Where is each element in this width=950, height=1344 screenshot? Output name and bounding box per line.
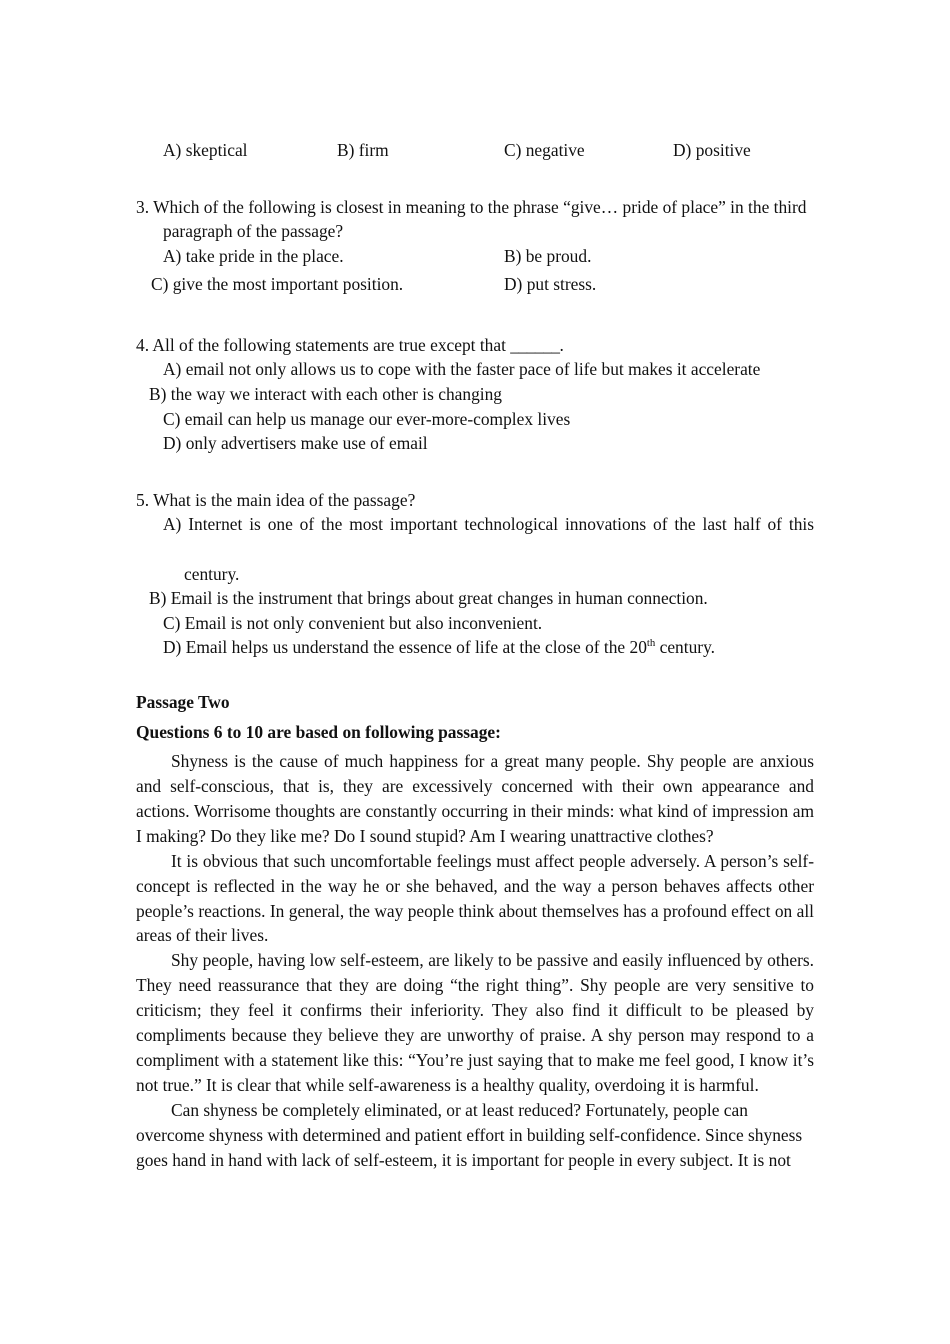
passage-paragraph: Shyness is the cause of much happiness for a great many people. Shy people are anxious and self-conscious, that is, they are excessively concerned with their own appearance and actions. Worrisome thoughts are constantly occurring in their minds: what kind of impression am I making? Do they like me? Do I sound stupid? Am I wearing unattractive clothes?	[136, 751, 814, 846]
question4-stem	[136, 333, 814, 358]
passage-two-section	[136, 690, 814, 1173]
question3-option-a: A) take pride in the place.	[163, 245, 344, 266]
question2-options-row	[136, 138, 814, 163]
question3-stem-line1: 3. Which of the following is closest in meaning to the phrase “give… pride of place” in the third	[136, 196, 807, 217]
question5-option-d-suffix: century.	[655, 637, 715, 658]
question3-option-b: B) be proud.	[504, 245, 592, 266]
question4-stem-prefix: 4. All of the following statements are true except that	[136, 334, 511, 355]
question4-option-b: B) the way we interact with each other is changing	[149, 383, 503, 404]
spacer	[136, 660, 814, 690]
passage-paragraph: Shy people, having low self-esteem, are likely to be passive and easily influenced by others. They need reassurance that they are doing “the right thing”. Shy people are very sensitive to criticism; they feel it confirms their inferiority. They also find it difficult to be pleased by compliments because they believe they are unworthy of praise. A shy person may respond to a compliment with a statement like this: “You’re just saying that to make me feel good, I know it’s not true.” It is clear that while self-awareness is a healthy quality, overdoing it is harmful.	[136, 950, 814, 1095]
question4-stem-suffix: .	[559, 334, 564, 355]
passage-paragraph: Can shyness be completely eliminated, or at least reduced? Fortunately, people can overcome shyness with determined and patient effort in building self-confidence. Since shyness goes hand in hand with lack of self-esteem, it is important for people in every subject. It is not	[136, 1099, 803, 1170]
spacer	[136, 301, 814, 333]
passage-two-title: Passage Two	[136, 691, 230, 712]
question2-option-b: B) firm	[337, 140, 389, 160]
question2-option-a: A) skeptical	[163, 140, 248, 160]
document-page	[136, 138, 814, 1173]
spacer	[136, 163, 814, 195]
question4-option-a: A) email not only allows us to cope with the faster pace of life but makes it accelerate	[163, 359, 761, 380]
question5-option-a-line2: century.	[184, 563, 240, 584]
question3-options-row-2	[136, 272, 814, 301]
question5-option-d	[136, 635, 814, 660]
spacer	[136, 456, 814, 488]
question4-option-d: D) only advertisers make use of email	[163, 433, 428, 454]
question4-option-c: C) email can help us manage our ever-more-complex lives	[163, 408, 571, 429]
question5-stem: 5. What is the main idea of the passage?	[136, 489, 416, 510]
passage-paragraph: It is obvious that such uncomfortable feelings must affect people adversely. A person’s self-concept is reflected in the way he or she behaved, and the way a person behaves affects other people’s reactions. In general, the way people think about themselves has a profound effect on all areas of their lives.	[136, 850, 814, 946]
passage-two-instruction: Questions 6 to 10 are based on following passage:	[136, 721, 501, 742]
question-3	[136, 195, 814, 301]
question5-option-c: C) Email is not only convenient but also inconvenient.	[163, 612, 543, 633]
question5-option-a-line1: A) Internet is one of the most important technological innovations of the last half of this	[163, 514, 814, 535]
question4-answer-blank: ______	[510, 334, 560, 355]
question3-stem-line2: paragraph of the passage?	[163, 221, 344, 242]
question3-option-c: C) give the most important position.	[151, 274, 404, 295]
question5-option-b: B) Email is the instrument that brings about great changes in human connection.	[149, 588, 708, 609]
ordinal-suffix-superscript: th	[646, 637, 656, 650]
question2-option-c: C) negative	[504, 140, 585, 160]
question-4	[136, 333, 814, 456]
question2-option-d: D) positive	[673, 140, 751, 160]
question3-option-d: D) put stress.	[504, 274, 597, 295]
question-5	[136, 488, 814, 660]
question5-option-d-prefix: D) Email helps us understand the essence of life at the close of the 20	[163, 637, 647, 658]
question3-options-row-1	[136, 244, 814, 273]
